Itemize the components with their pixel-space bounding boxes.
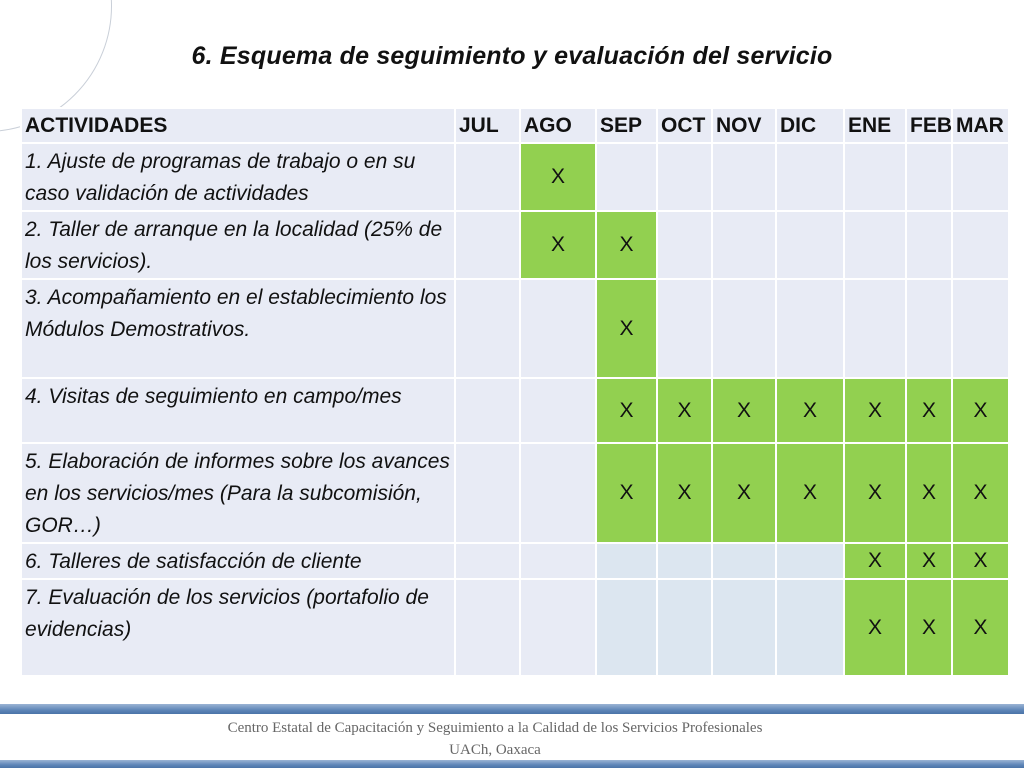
schedule-cell <box>844 211 906 279</box>
schedule-cell: X <box>906 378 952 443</box>
header-cell: OCT <box>657 108 712 143</box>
schedule-cell <box>455 378 520 443</box>
schedule-cell <box>776 543 844 579</box>
schedule-cell <box>455 543 520 579</box>
schedule-cell <box>952 279 1009 378</box>
schedule-cell <box>712 543 776 579</box>
schedule-cell: X <box>952 579 1009 676</box>
schedule-cell: X <box>712 378 776 443</box>
schedule-cell <box>455 211 520 279</box>
schedule-cell: X <box>596 279 657 378</box>
schedule-cell <box>952 211 1009 279</box>
table-row <box>21 378 1009 443</box>
table-row <box>21 543 1009 579</box>
schedule-cell <box>455 443 520 543</box>
schedule-cell <box>520 543 596 579</box>
activity-cell: 3. Acompañamiento en el establecimiento los Módulos Demostrativos. <box>21 279 455 378</box>
footer-line-2: UACh, Oaxaca <box>449 742 541 758</box>
schedule-cell: X <box>520 211 596 279</box>
schedule-cell <box>657 143 712 211</box>
schedule-cell: X <box>596 443 657 543</box>
schedule-cell <box>455 279 520 378</box>
schedule-cell <box>712 211 776 279</box>
footer-band-top <box>0 704 1024 714</box>
schedule-cell <box>844 143 906 211</box>
activity-cell: 6. Talleres de satisfacción de cliente <box>21 543 455 579</box>
activity-cell: 2. Taller de arranque en la localidad (25% de los servicios). <box>21 211 455 279</box>
schedule-cell: X <box>844 443 906 543</box>
schedule-cell <box>657 543 712 579</box>
schedule-cell <box>776 579 844 676</box>
schedule-cell: X <box>906 579 952 676</box>
schedule-cell <box>520 378 596 443</box>
schedule-cell: X <box>596 378 657 443</box>
schedule-cell: X <box>712 443 776 543</box>
activity-cell: 5. Elaboración de informes sobre los avances en los servicios/mes (Para la subcomisión, GOR…) <box>21 443 455 543</box>
schedule-cell: X <box>952 378 1009 443</box>
schedule-cell <box>520 443 596 543</box>
footer <box>0 717 990 761</box>
schedule-cell <box>776 279 844 378</box>
schedule-cell: X <box>776 443 844 543</box>
schedule-cell <box>657 211 712 279</box>
schedule-cell: X <box>844 378 906 443</box>
schedule-cell: X <box>520 143 596 211</box>
schedule-cell <box>596 579 657 676</box>
schedule-cell <box>776 143 844 211</box>
header-cell: DIC <box>776 108 844 143</box>
schedule-cell <box>712 579 776 676</box>
header-cell: ACTIVIDADES <box>21 108 455 143</box>
header-cell: ENE <box>844 108 906 143</box>
schedule-cell: X <box>906 543 952 579</box>
header-row <box>21 108 1009 143</box>
schedule-cell <box>520 579 596 676</box>
schedule-cell: X <box>952 543 1009 579</box>
schedule-cell <box>844 279 906 378</box>
header-cell: FEB <box>906 108 952 143</box>
slide-title: 6. Esquema de seguimiento y evaluación del servicio <box>191 42 833 70</box>
activity-cell: 4. Visitas de seguimiento en campo/mes <box>21 378 455 443</box>
schedule-cell: X <box>657 378 712 443</box>
schedule-cell: X <box>844 579 906 676</box>
header-cell: NOV <box>712 108 776 143</box>
schedule-cell <box>657 279 712 378</box>
schedule-cell <box>455 143 520 211</box>
header-cell: MAR <box>952 108 1009 143</box>
schedule-cell <box>520 279 596 378</box>
schedule-cell: X <box>596 211 657 279</box>
schedule-cell <box>657 579 712 676</box>
schedule-table <box>20 107 1010 677</box>
schedule-cell: X <box>952 443 1009 543</box>
schedule-cell: X <box>844 543 906 579</box>
footer-line-1: Centro Estatal de Capacitación y Seguimiento a la Calidad de los Servicios Profesionales <box>227 720 763 736</box>
header-cell: AGO <box>520 108 596 143</box>
activity-cell: 7. Evaluación de los servicios (portafolio de evidencias) <box>21 579 455 676</box>
table-row <box>21 579 1009 676</box>
table-row <box>21 279 1009 378</box>
schedule-cell <box>712 143 776 211</box>
schedule-cell: X <box>776 378 844 443</box>
footer-band-bottom <box>0 760 1024 768</box>
schedule-cell <box>906 211 952 279</box>
schedule-cell <box>776 211 844 279</box>
table-row <box>21 143 1009 211</box>
header-cell: JUL <box>455 108 520 143</box>
schedule-cell <box>712 279 776 378</box>
schedule-cell <box>906 143 952 211</box>
activity-cell: 1. Ajuste de programas de trabajo o en su caso validación de actividades <box>21 143 455 211</box>
table-row <box>21 211 1009 279</box>
schedule-cell: X <box>906 443 952 543</box>
header-cell: SEP <box>596 108 657 143</box>
schedule-cell <box>596 143 657 211</box>
schedule-cell <box>455 579 520 676</box>
table-row <box>21 443 1009 543</box>
schedule-cell <box>906 279 952 378</box>
schedule-cell <box>596 543 657 579</box>
schedule-cell: X <box>657 443 712 543</box>
schedule-cell <box>952 143 1009 211</box>
